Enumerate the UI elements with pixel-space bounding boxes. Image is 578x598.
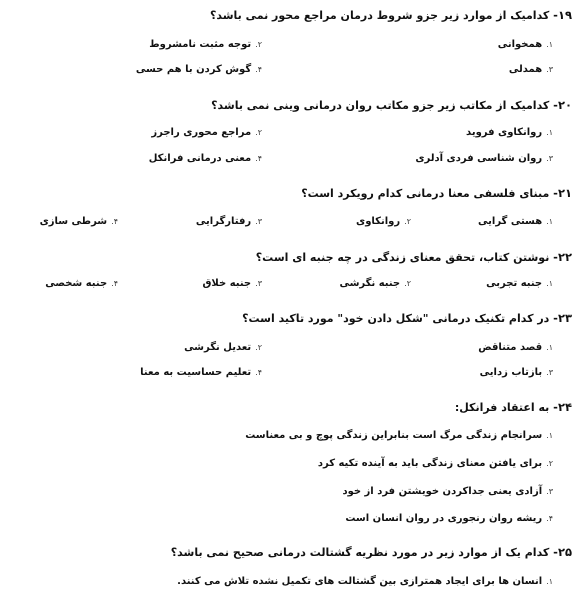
- question-24-option-2[interactable]: [318, 457, 553, 470]
- question-25: [171, 545, 572, 560]
- option-text: همخوانی: [497, 39, 543, 50]
- question-24-option-3[interactable]: [342, 485, 553, 498]
- option-number: ۱.: [546, 431, 553, 440]
- question-23: [242, 311, 572, 326]
- question-19: [210, 8, 572, 23]
- option-number: ۴.: [111, 217, 118, 226]
- option-text: توجه مثبت نامشروط: [149, 39, 252, 50]
- question-22-option-2[interactable]: [339, 277, 411, 290]
- question-22-option-1[interactable]: [486, 277, 553, 290]
- option-number: ۴.: [255, 65, 262, 74]
- option-number: ۳.: [546, 65, 553, 74]
- option-number: ۲.: [404, 279, 411, 288]
- option-text: مراجع محوری راجرز: [151, 127, 252, 138]
- question-number: ۲۱-: [553, 186, 572, 200]
- question-text: کدام یک از موارد زیر در مورد نظریه گشتالت درمانی صحیح نمی باشد؟: [170, 546, 550, 559]
- option-text: روانکاوی فروید: [466, 127, 543, 138]
- option-number: ۲.: [255, 40, 262, 49]
- option-number: ۱.: [546, 128, 553, 137]
- option-text: تعدیل نگرشی: [184, 342, 252, 353]
- option-number: ۱.: [546, 279, 553, 288]
- question-number: ۲۳-: [553, 311, 572, 325]
- option-text: رفتارگرایی: [195, 216, 252, 227]
- option-text: انسان ها برای ایجاد همترازی بین گشتالت های تکمیل نشده تلاش می کنند.: [177, 576, 543, 587]
- option-number: ۴.: [546, 514, 553, 523]
- option-number: ۲.: [546, 459, 553, 468]
- question-number: ۲۰-: [553, 98, 572, 112]
- question-number: ۲۵-: [553, 545, 572, 559]
- option-number: ۳.: [546, 368, 553, 377]
- option-text: تعلیم حساسیت به معنا: [140, 367, 252, 378]
- question-25-option-1[interactable]: [177, 575, 553, 588]
- question-22-option-4[interactable]: [45, 277, 118, 290]
- question-24-option-4[interactable]: [345, 512, 553, 525]
- question-text: کدامیک از مکاتب زیر جزو مکاتب روان درمانی وینی نمی باشد؟: [211, 99, 550, 112]
- option-text: معنی درمانی فرانکل: [148, 153, 252, 164]
- question-21-option-3[interactable]: [196, 215, 262, 228]
- option-text: ریشه روان رنجوری در روان انسان است: [345, 513, 543, 524]
- question-20-option-2[interactable]: [151, 126, 262, 139]
- option-number: ۳.: [546, 487, 553, 496]
- option-text: روانکاوی: [356, 216, 401, 227]
- question-21-option-4[interactable]: [40, 215, 118, 228]
- option-number: ۳.: [255, 217, 262, 226]
- question-23-option-3[interactable]: [480, 366, 553, 379]
- question-23-option-2[interactable]: [184, 341, 262, 354]
- question-19-option-1[interactable]: [498, 38, 553, 51]
- option-number: ۱.: [546, 343, 553, 352]
- question-21-option-1[interactable]: [478, 215, 553, 228]
- question-number: ۲۲-: [553, 250, 572, 264]
- question-23-option-1[interactable]: [478, 341, 553, 354]
- option-text: آزادی یعنی جداکردن خویشتن فرد از خود: [342, 486, 543, 497]
- option-text: همدلی: [508, 64, 543, 75]
- question-22: [256, 250, 572, 265]
- question-text: نوشتن کتاب، تحقق معنای زندگی در چه جنبه ای است؟: [255, 251, 550, 264]
- question-24: [455, 400, 572, 415]
- option-text: سرانجام زندگی مرگ است بنابراین زندگی پوچ و بی معناست: [245, 430, 543, 441]
- option-number: ۳.: [546, 154, 553, 163]
- question-19-option-2[interactable]: [149, 38, 262, 51]
- option-number: ۱.: [546, 40, 553, 49]
- question-text: به اعتقاد فرانکل:: [454, 401, 550, 414]
- question-24-option-1[interactable]: [245, 429, 553, 442]
- question-number: ۱۹-: [553, 8, 572, 22]
- option-text: جنبه شخصی: [45, 278, 108, 289]
- option-number: ۴.: [111, 279, 118, 288]
- question-19-option-4[interactable]: [136, 63, 262, 76]
- option-text: قصد متناقض: [478, 342, 543, 353]
- question-20-option-1[interactable]: [466, 126, 553, 139]
- option-text: روان شناسی فردی آدلری: [415, 153, 543, 164]
- question-number: ۲۴-: [553, 400, 572, 414]
- question-21: [301, 186, 572, 201]
- option-text: گوش کردن با هم حسی: [135, 64, 252, 75]
- question-20-option-4[interactable]: [149, 152, 262, 165]
- option-text: جنبه تجربی: [486, 278, 543, 289]
- option-text: هستی گرایی: [478, 216, 543, 227]
- question-20-option-3[interactable]: [415, 152, 553, 165]
- option-text: شرطی سازی: [39, 216, 108, 227]
- question-23-option-4[interactable]: [140, 366, 262, 379]
- option-number: ۲.: [255, 343, 262, 352]
- option-number: ۱.: [546, 217, 553, 226]
- option-number: ۲.: [404, 217, 411, 226]
- option-text: جنبه خلاق: [202, 278, 252, 289]
- question-20: [211, 98, 572, 113]
- option-number: ۱.: [546, 577, 553, 586]
- question-21-option-2[interactable]: [356, 215, 411, 228]
- question-text: در کدام تکنیک درمانی "شکل دادن خود" مورد تاکید است؟: [242, 312, 550, 325]
- question-19-option-3[interactable]: [509, 63, 553, 76]
- question-text: کدامیک از موارد زیر جزو شروط درمان مراجع محور نمی باشد؟: [209, 9, 550, 22]
- option-text: برای یافتن معنای زندگی باید به آینده تکیه کرد: [317, 458, 543, 469]
- option-number: ۴.: [255, 154, 262, 163]
- option-text: جنبه نگرشی: [339, 278, 401, 289]
- option-number: ۲.: [255, 128, 262, 137]
- question-22-option-3[interactable]: [202, 277, 262, 290]
- option-number: ۳.: [255, 279, 262, 288]
- question-text: مبنای فلسفی معنا درمانی کدام رویکرد است؟: [301, 187, 550, 200]
- option-text: بازتاب زدایی: [479, 367, 543, 378]
- option-number: ۴.: [255, 368, 262, 377]
